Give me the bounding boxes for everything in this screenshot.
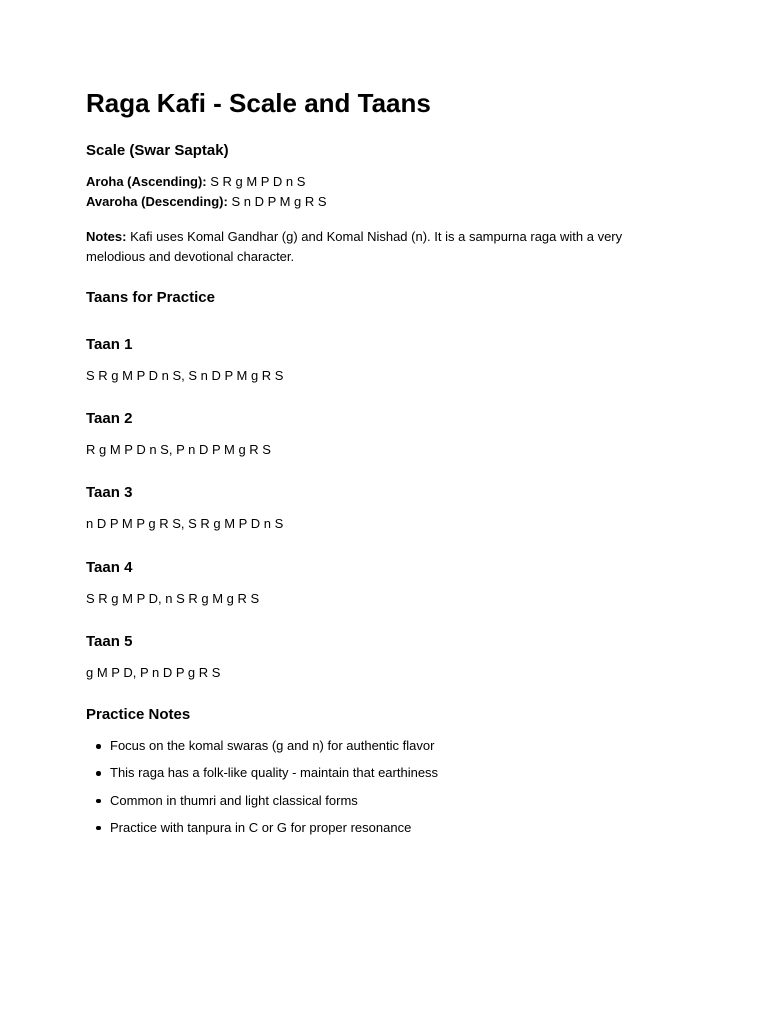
taan-3-heading: Taan 3 xyxy=(86,484,133,501)
scale-notes xyxy=(86,227,666,267)
taan-4-heading: Taan 4 xyxy=(86,559,133,576)
page-title: Raga Kafi - Scale and Taans xyxy=(86,88,431,118)
taan-4-sequence: S R g M P D, n S R g M g R S xyxy=(86,591,260,606)
list-item: Common in thumri and light classical forms xyxy=(110,791,438,811)
taan-2-sequence: R g M P D n S, P n D P M g R S xyxy=(86,442,271,457)
practice-notes-list xyxy=(86,736,438,845)
taan-3-sequence: n D P M P g R S, S R g M P D n S xyxy=(86,516,284,531)
avaroha-line xyxy=(86,192,327,212)
avaroha-label: Avaroha (Descending): xyxy=(86,194,228,209)
list-item: Practice with tanpura in C or G for proper resonance xyxy=(110,818,438,838)
taan-5-sequence: g M P D, P n D P g R S xyxy=(86,665,221,680)
list-item: Focus on the komal swaras (g and n) for authentic flavor xyxy=(110,736,438,756)
aroha-line xyxy=(86,172,305,192)
aroha-label: Aroha (Ascending): xyxy=(86,174,207,189)
practice-heading: Practice Notes xyxy=(86,706,191,723)
taans-heading: Taans for Practice xyxy=(86,289,215,306)
scale-heading: Scale (Swar Saptak) xyxy=(86,142,229,159)
notes-label: Notes: xyxy=(86,229,127,244)
aroha-value: S R g M P D n S xyxy=(206,174,306,189)
avaroha-value: S n D P M g R S xyxy=(227,194,327,209)
notes-text: Kafi uses Komal Gandhar (g) and Komal Nishad (n). It is a sampurna raga with a very melodious and devotional character. xyxy=(86,229,623,264)
taan-2-heading: Taan 2 xyxy=(86,410,133,427)
list-item: This raga has a folk-like quality - maintain that earthiness xyxy=(110,763,438,783)
taan-1-sequence: S R g M P D n S, S n D P M g R S xyxy=(86,368,284,383)
taan-1-heading: Taan 1 xyxy=(86,336,133,353)
taan-5-heading: Taan 5 xyxy=(86,633,133,650)
